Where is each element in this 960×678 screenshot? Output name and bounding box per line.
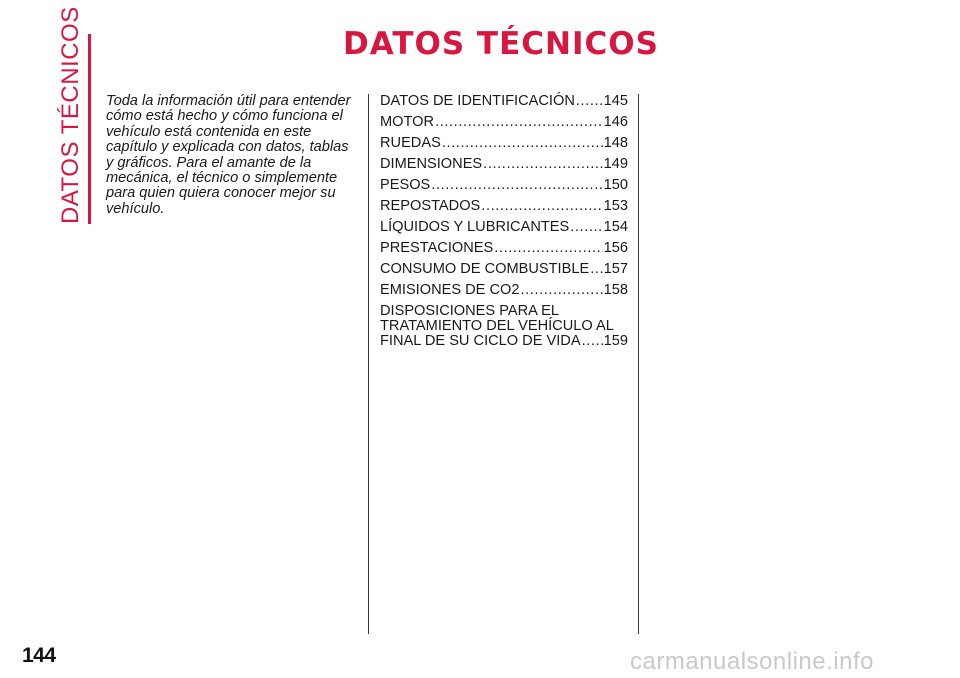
toc-entry-title-line: DISPOSICIONES PARA EL	[380, 303, 559, 319]
toc-dot-leader	[590, 262, 602, 277]
page-title: DATOS TÉCNICOS	[343, 26, 659, 62]
toc-entry-page: 157	[603, 261, 628, 277]
toc-dot-leader	[481, 199, 602, 214]
toc-entry-line	[380, 136, 628, 151]
toc-entry-page: 150	[603, 177, 628, 193]
toc-entry-line	[380, 115, 628, 130]
toc-entry-page: 159	[603, 333, 628, 349]
toc-entry-title: EMISIONES DE CO2	[380, 282, 520, 298]
toc-dot-leader	[582, 334, 603, 349]
toc-dot-leader	[494, 241, 602, 256]
toc-entry-title: CONSUMO DE COMBUSTIBLE	[380, 261, 590, 277]
toc-entry-line	[380, 157, 628, 172]
toc-entry-title-line: TRATAMIENTO DEL VEHÍCULO AL	[380, 318, 614, 334]
toc-entry[interactable]	[380, 199, 628, 214]
toc-dot-leader	[570, 220, 602, 235]
toc-entry-title: DATOS DE IDENTIFICACIÓN	[380, 93, 575, 109]
toc-entry-line	[380, 283, 628, 298]
side-tab	[56, 6, 86, 224]
toc-entry-title: LÍQUIDOS Y LUBRICANTES	[380, 219, 570, 235]
toc-entry-page: 145	[603, 93, 628, 109]
toc-entry-title: RUEDAS	[380, 135, 441, 151]
toc-entry-line	[380, 94, 628, 109]
toc-entry-title: PESOS	[380, 177, 431, 193]
toc-entry-page: 156	[603, 240, 628, 256]
toc-entry[interactable]	[380, 241, 628, 256]
toc-dot-leader	[483, 157, 602, 172]
toc-dot-leader	[576, 94, 603, 109]
toc-entry[interactable]	[380, 115, 628, 130]
side-tab-label: DATOS TÉCNICOS	[57, 6, 84, 224]
toc-dot-leader	[442, 136, 603, 151]
column-divider-left	[368, 94, 369, 634]
toc-entry-title: FINAL DE SU CICLO DE VIDA	[380, 333, 581, 349]
toc-entry[interactable]	[380, 304, 628, 349]
toc-entry[interactable]	[380, 262, 628, 277]
toc-entry-page: 154	[603, 219, 628, 235]
toc-entry[interactable]	[380, 178, 628, 193]
toc-dot-leader	[520, 283, 602, 298]
toc-entry-line	[380, 262, 628, 277]
toc-entry-page: 148	[603, 135, 628, 151]
toc-entry-title: REPOSTADOS	[380, 198, 481, 214]
intro-paragraph: Toda la información útil para entender cómo está hecho y cómo funciona el vehículo está contenida en este capítulo y explicada con datos, tablas y gráficos. Para el amante de la mecánica, el técnico o simplemente para quien quiera conocer mejor su vehículo.	[106, 93, 351, 217]
toc-entry-line	[380, 334, 628, 349]
toc-entry-page: 153	[603, 198, 628, 214]
toc-entry-page: 149	[603, 156, 628, 172]
toc-entry-line	[380, 178, 628, 193]
page-number: 144	[22, 644, 56, 667]
toc-dot-leader	[435, 115, 603, 130]
toc-entry-title: MOTOR	[380, 114, 435, 130]
toc-entry[interactable]	[380, 136, 628, 151]
toc-entry[interactable]	[380, 220, 628, 235]
toc-entry-title: PRESTACIONES	[380, 240, 494, 256]
toc-entry[interactable]	[380, 283, 628, 298]
toc-entry-line	[380, 220, 628, 235]
column-divider-right	[638, 94, 639, 634]
toc-entry[interactable]	[380, 157, 628, 172]
table-of-contents	[380, 94, 628, 355]
toc-entry-page: 146	[603, 114, 628, 130]
toc-entry-page: 158	[603, 282, 628, 298]
toc-entry[interactable]	[380, 94, 628, 109]
toc-entry-line	[380, 199, 628, 214]
toc-dot-leader	[431, 178, 602, 193]
side-accent-rule	[88, 34, 91, 224]
toc-entry-line	[380, 241, 628, 256]
toc-entry-title: DIMENSIONES	[380, 156, 483, 172]
watermark: carmanualsonline.info	[630, 648, 874, 675]
